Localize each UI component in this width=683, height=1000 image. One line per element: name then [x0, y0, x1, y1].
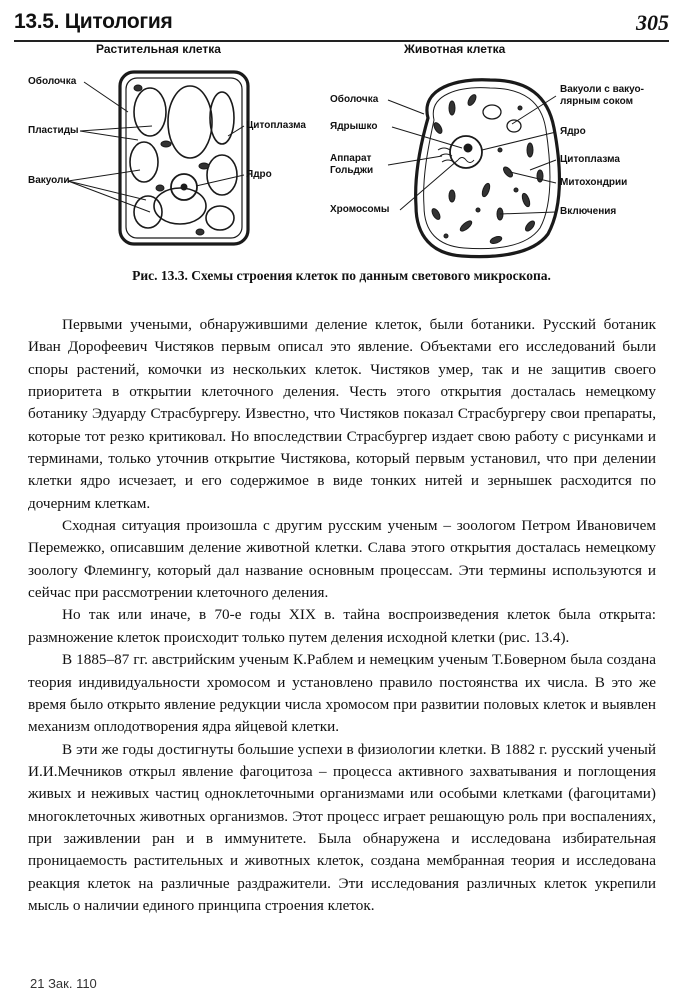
label-nucleolus: Ядрышко [330, 121, 378, 132]
animal-cell-title: Животная клетка [404, 42, 506, 56]
label-plant-cytoplasm: Цитоплазма [246, 120, 306, 131]
paragraph-2: Сходная ситуация произошла с другим русским ученым – зоологом Петром Ивановичем Перемежко, описавшим деление животной клетки. Слава этого открытия досталась немецкому зоологу Флемингу, который дал название основным процессам. Эти термины используются и сейчас при рассмотрении клеточного деления. [28, 517, 656, 602]
body-text [28, 314, 656, 917]
paragraph-5: В эти же годы достигнуты большие успехи в физиологии клетки. В 1882 г. русский ученый И.И.Мечников открыл явление фагоцитоза – процесса активного захватывания и поглощения живых и неживых частиц одноклеточными организмами или особыми клетками (фагоцитами) многоклеточных животных организмов. Этот процесс играет решающую роль при воспалениях, при заживлении ран и в иммунитете. Была обнаружена и исследована избирательная проницаемость растительных и животных клеток, создана мембранная теория и исследована реакция клеток на различные раздражители. Эти исследования различных клеток укрепили мысль о наличии единого принципа строения клеток. [28, 740, 656, 914]
paragraph-1: Первыми учеными, обнаружившими деление клеток, были ботаники. Русский ботаник Иван Дорофеевич Чистяков первым описал это явление. Объектами его исследований были споры растений, комочки из нескольких клеток. Чистяков умер, так и не защитив своего приоритета в открытии клеточного деления. Честь этого открытия досталась немецкому ботанику Эдуарду Страсбургеру. Известно, что Чистяков показал Страсбургеру свои препараты, которые тот резко критиковал. Но впоследствии Страсбургер издает свою работу с рисунками и терминами, только уточнив открытие Чистякова, который первым установил, что при делении клетки ядро исчезает, и его содержимое в виде тонких нитей и зернышек расходится по дочерним клеткам. [28, 316, 656, 512]
label-vacuoles-line2: лярным соком [560, 96, 633, 107]
label-animal-shell: Оболочка [330, 94, 379, 105]
figure-caption: Рис. 13.3. Схемы строения клеток по данным светового микроскопа. [132, 268, 551, 283]
animal-cell-drawing [416, 80, 560, 257]
label-chromosomes: Хромосомы [330, 204, 390, 215]
label-golgi-line1: Аппарат [330, 153, 372, 164]
page-number: 305 [636, 10, 669, 35]
label-vacuoles-line1: Вакуоли с вакуо- [560, 84, 644, 95]
paragraph-3: Но так или иначе, в 70-е годы XIX в. тайна воспроизведения клеток была открыта: размножение клеток происходит только путем деления исходной клетки (рис. 13.4). [28, 606, 656, 646]
plant-cell-drawing [120, 72, 248, 244]
page-footer: 21 Зак. 110 [30, 976, 97, 991]
label-plant-nucleus: Ядро [246, 169, 272, 180]
label-plant-vacuoles: Вакуоли [28, 175, 70, 186]
label-animal-nucleus: Ядро [560, 126, 586, 137]
plant-cell-title: Растительная клетка [96, 42, 221, 56]
label-plastids: Пластиды [28, 125, 79, 136]
label-animal-cytoplasm: Цитоплазма [560, 154, 620, 165]
label-inclusions: Включения [560, 206, 617, 217]
section-title: 13.5. Цитология [14, 10, 173, 33]
label-golgi-line2: Гольджи [330, 165, 374, 176]
plant-leader-lines [68, 82, 244, 212]
label-mitochondria: Митохондрии [560, 177, 628, 188]
label-plant-shell: Оболочка [28, 76, 77, 87]
paragraph-4: В 1885–87 гг. австрийским ученым К.Раблем и немецким ученым Т.Боверном была создана теория индивидуальности хромосом и установлено правило постоянства их числа. В это же время было открыто явление редукции числа хромосом при развитии половых клеток и выявлен механизм оплодотворения ядра яйцевой клетки. [28, 651, 656, 736]
